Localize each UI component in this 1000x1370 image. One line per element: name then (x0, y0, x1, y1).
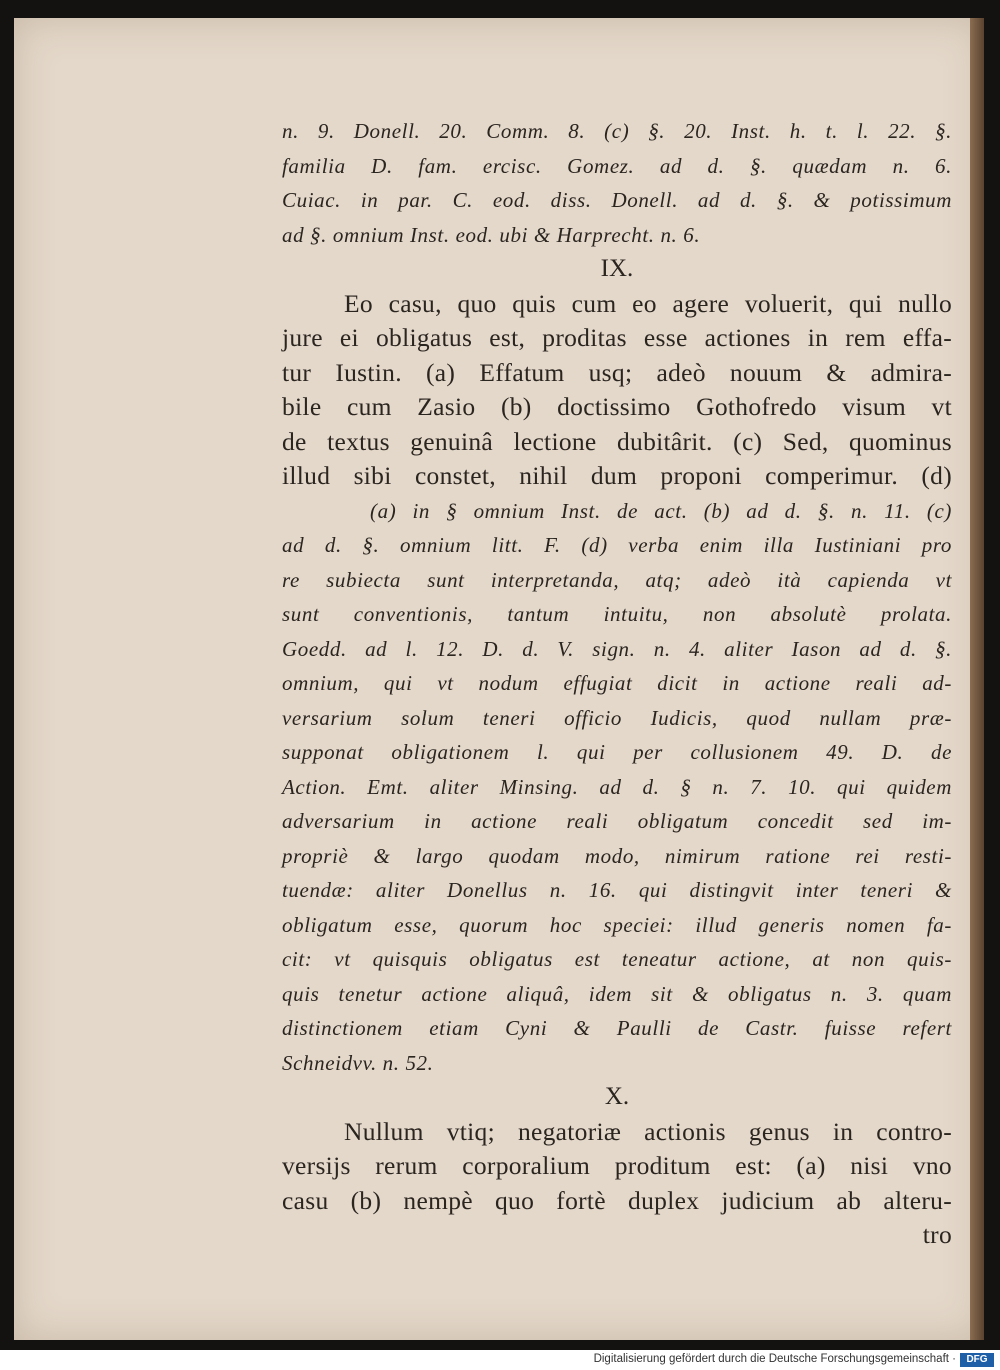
footnote-line: distinctionem etiam Cyni & Paulli de Castr. fuisse refert (282, 1016, 952, 1040)
text-line: Nullum vtiq; negatoriæ actionis genus in contro- (344, 1116, 952, 1146)
text-line: Eo casu, quo quis cum eo agere voluerit, qui nullo (344, 288, 952, 318)
dfg-logo: DFG (960, 1353, 994, 1367)
text-line: illud sibi constet, nihil dum proponi comperimur. (d) (282, 461, 952, 490)
footnote-line: propriè & largo quodam modo, nimirum ratione rei resti- (282, 843, 952, 868)
text-line: casu (b) nempè quo fortè duplex judicium ab alteru- (282, 1185, 952, 1215)
footnote-line: (a) in § omnium Inst. de act. (b) ad d. §. n. 11. (c) (370, 498, 952, 523)
footnote-line: cit: vt quisquis obligatus est teneatur actione, at non quis- (282, 947, 952, 971)
footnote-line: quis tenetur actione aliquâ, idem sit & obligatus n. 3. quam (282, 981, 952, 1006)
text-line: versijs rerum corporalium proditum est: (a) nisi vno (282, 1151, 952, 1180)
text-line: jure ei obligatus est, proditas esse actiones in rem effa- (282, 323, 952, 352)
funding-credit: Digitalisierung gefördert durch die Deutsche Forschungsgemeinschaft · (593, 1353, 956, 1365)
text-line: tur Iustin. (a) Effatum usq; adeò nouum & admira- (282, 357, 952, 387)
footnote-line: Action. Emt. aliter Minsing. ad d. § n. 7. 10. qui quidem (282, 774, 952, 799)
footnote-line: ad d. §. omnium litt. F. (d) verba enim illa Iustiniani pro (282, 533, 952, 557)
page-edge (970, 18, 984, 1340)
text-line: Cuiac. in par. C. eod. diss. Donell. ad d. §. & potissimum (282, 188, 952, 212)
footnote-line: sunt conventionis, tantum intuitu, non absolutè prolata. (282, 602, 952, 626)
digitization-footer (0, 1350, 1000, 1370)
footnote-line: Goedd. ad l. 12. D. d. V. sign. n. 4. aliter Iason ad d. §. (282, 636, 952, 661)
text-line: de textus genuinâ lectione dubitârit. (c) Sed, quominus (282, 426, 952, 456)
footnote-line: supponat obligationem l. qui per collusionem 49. D. de (282, 740, 952, 764)
footnote-line: re subiecta sunt interpretanda, atq; adeò ità capienda vt (282, 567, 952, 592)
footnote-line: obligatum esse, quorum hoc speciei: illud generis nomen fa- (282, 912, 952, 937)
text-line: ad §. omnium Inst. eod. ubi & Harprecht. n. 6. (282, 222, 701, 247)
text-line: familia D. fam. ercisc. Gomez. ad d. §. quædam n. 6. (282, 153, 952, 178)
footnote-line: versarium solum teneri officio Iudicis, quod nullam præ- (282, 705, 952, 730)
footnote-line: Schneidvv. n. 52. (282, 1050, 434, 1075)
footnote-line: omnium, qui vt nodum effugiat dicit in actione reali ad- (282, 671, 952, 695)
catchword: tro (922, 1220, 952, 1249)
footnote-line: tuendæ: aliter Donellus n. 16. qui distingvit inter teneri & (282, 878, 952, 902)
footnote-line: adversarium in actione reali obligatum concedit sed im- (282, 809, 952, 833)
book-page (14, 18, 984, 1340)
section-heading: IX. (600, 255, 634, 282)
section-heading: X. (604, 1083, 630, 1110)
text-line: n. 9. Donell. 20. Comm. 8. (c) §. 20. Inst. h. t. l. 22. §. (282, 119, 952, 143)
page-text (282, 114, 952, 1253)
text-line: bile cum Zasio (b) doctissimo Gothofredo visum vt (282, 392, 952, 421)
